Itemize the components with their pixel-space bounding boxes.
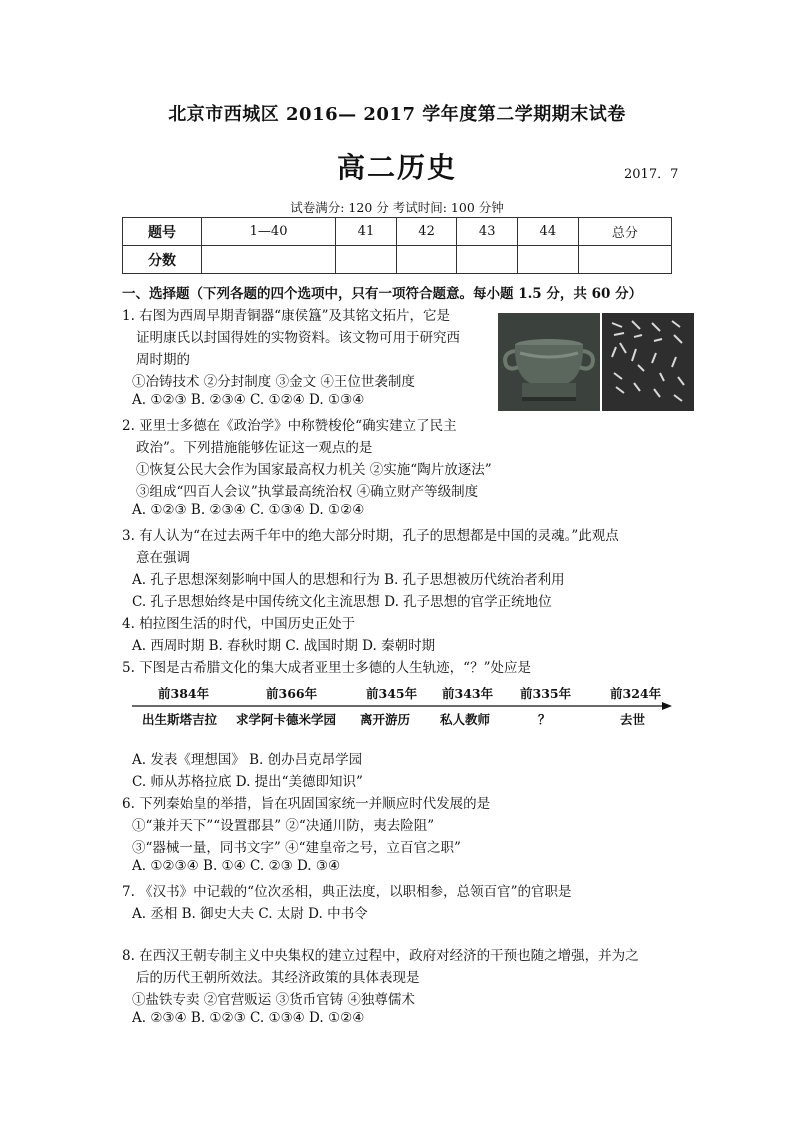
bronze-vessel-photo — [498, 313, 600, 411]
score-cell-empty — [336, 246, 397, 274]
timeline-event: ？ — [538, 712, 551, 727]
timeline-year: 前324年 — [610, 686, 662, 701]
question-option-list: ①恢复公民大会作为国家最高权力机关 ②实施“陶片放逐法” — [136, 462, 492, 478]
timeline-event: 求学阿卡德米学园 — [236, 712, 337, 727]
timeline-event: 私人教师 — [440, 712, 491, 727]
timeline-year: 前366年 — [266, 686, 318, 701]
question-option-list: ①盐铁专卖 ②官营贩运 ③货币官铸 ④独尊儒术 — [132, 992, 415, 1008]
question-option-list: ③“器械一量，同书文字” ④“建皇帝之号，立百官之职” — [132, 840, 461, 856]
question-answers: C. 孔子思想始终是中国传统文化主流思想 D. 孔子思想的官学正统地位 — [132, 594, 552, 610]
question-answers: A. ①②③ B. ②③④ C. ①③④ D. ①②④ — [132, 502, 365, 518]
question-option-list: ①冶铸技术 ②分封制度 ③金文 ④王位世袭制度 — [132, 374, 415, 390]
question-answers: A. 西周时期 B. 春秋时期 C. 战国时期 D. 秦朝时期 — [132, 638, 436, 654]
question-answers: A. 丞相 B. 御史大夫 C. 太尉 D. 中书令 — [132, 906, 368, 922]
question-line: 4. 柏拉图生活的时代，中国历史正处于 — [122, 616, 356, 632]
question-line: 3. 有人认为“在过去两千年中的绝大部分时期，孔子的思想都是中国的灵魂。”此观点 — [122, 528, 619, 544]
question-line: 证明康氏以封国得姓的实物资料。该文物可用于研究西 — [136, 330, 460, 346]
question-line: 7. 《汉书》中记载的“位次丞相，典正法度，以职相参，总领百官”的官职是 — [122, 884, 572, 900]
question-line: 后的历代王朝所效法。其经济政策的具体表现是 — [136, 970, 420, 986]
question-answers: A. 发表《理想国》 B. 创办吕克昂学园 — [132, 752, 363, 768]
score-cell: 总分 — [578, 218, 671, 246]
timeline-year: 前345年 — [366, 686, 418, 701]
timeline-event: 离开游历 — [360, 712, 411, 727]
score-cell: 题号 — [123, 218, 202, 246]
question-option-list: ③组成“四百人会议”执掌最高统治权 ④确立财产等级制度 — [136, 484, 479, 500]
timeline-year: 前384年 — [158, 686, 210, 701]
score-cell: 42 — [396, 218, 457, 246]
question-option-list: ①“兼并天下”“设置郡县” ②“决通川防，夷去险阻” — [132, 818, 435, 834]
aristotle-timeline — [132, 684, 672, 734]
timeline-year: 前335年 — [520, 686, 572, 701]
score-table-header-row — [123, 218, 672, 246]
question-line: 5. 下图是古希腊文化的集大成者亚里士多德的人生轨迹，“？”处应是 — [122, 660, 531, 676]
score-cell-empty — [518, 246, 579, 274]
question-line: 政治”。下列措施能够佐证这一观点的是 — [136, 440, 373, 456]
question-line: 周时期的 — [136, 352, 190, 368]
score-cell: 分数 — [123, 246, 202, 274]
question-line: 6. 下列秦始皇的举措，旨在巩固国家统一并顺应时代发展的是 — [122, 796, 491, 812]
score-cell-empty — [457, 246, 518, 274]
timeline-year: 前343年 — [442, 686, 494, 701]
timeline-event: 出生斯塔吉拉 — [142, 712, 218, 727]
question-line: 2. 亚里士多德在《政治学》中称赞梭伦“确实建立了民主 — [122, 418, 457, 434]
score-cell-empty — [578, 246, 671, 274]
question-line: 意在强调 — [136, 550, 190, 566]
subject-title: 高二历史 — [336, 151, 457, 184]
timeline-event: 去世 — [620, 712, 646, 727]
question-answers: A. ①②③④ B. ①④ C. ②③ D. ③④ — [132, 858, 341, 874]
score-table — [122, 217, 672, 274]
score-cell: 43 — [457, 218, 518, 246]
question-line: 8. 在西汉王朝专制主义中央集权的建立过程中，政府对经济的干预也随之增强，并为之 — [122, 948, 639, 964]
question-answers: A. ②③④ B. ①②③ C. ①③④ D. ①②④ — [132, 1010, 365, 1026]
exam-info: 试卷满分: 120 分 考试时间: 100 分钟 — [290, 200, 504, 215]
score-cell: 41 — [336, 218, 397, 246]
question-line: 1. 右图为西周早期青铜器“康侯簋”及其铭文拓片，它是 — [122, 308, 450, 324]
score-cell: 44 — [518, 218, 579, 246]
question-answers: A. 孔子思想深刻影响中国人的思想和行为 B. 孔子思想被历代统治者利用 — [132, 572, 565, 588]
exam-date: 2017．7 — [624, 167, 679, 182]
score-cell: 1—40 — [202, 218, 336, 246]
exam-title: 北京市西城区 2016— 2017 学年度第二学期期末试卷 — [168, 104, 626, 125]
question-answers: C. 师从苏格拉底 D. 提出“美德即知识” — [132, 774, 363, 790]
section-heading: 一、选择题（下列各题的四个选项中，只有一项符合题意。每小题 1.5 分，共 60 分） — [122, 286, 643, 302]
score-cell-empty — [396, 246, 457, 274]
question-answers: A. ①②③ B. ②③④ C. ①②④ D. ①③④ — [132, 392, 365, 408]
score-table-score-row — [123, 246, 672, 274]
inscription-rubbing-photo — [602, 313, 694, 411]
score-cell-empty — [202, 246, 336, 274]
